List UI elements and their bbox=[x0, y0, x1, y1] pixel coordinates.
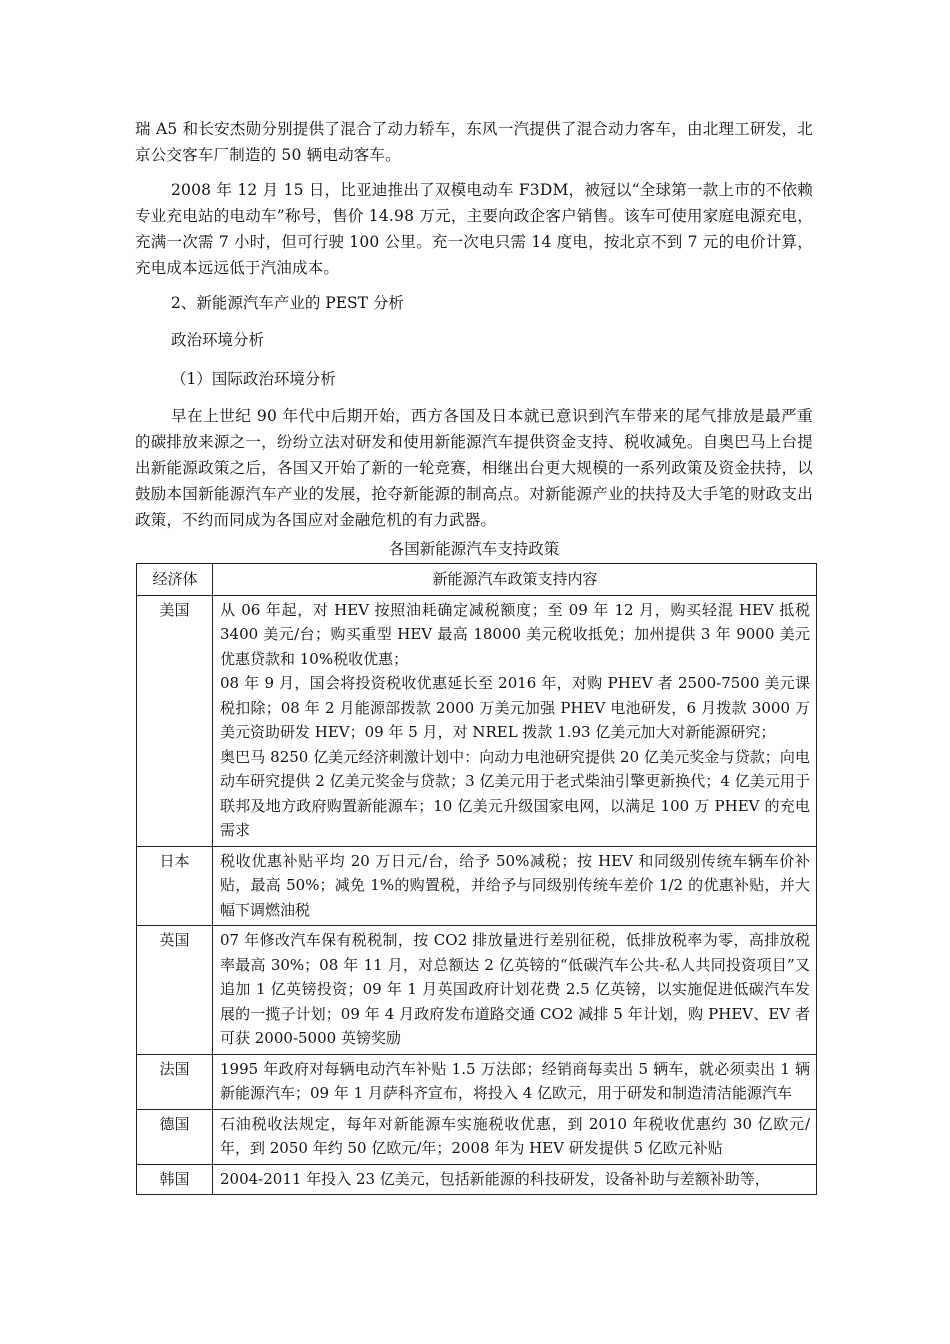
policy-line: 税收优惠补贴平均 20 万日元/台，给予 50%减税；按 HEV 和同级别传统车辆车价补贴，最高 50%；减免 1%的购置税，并给予与同级别传统车差价 1/2 的优惠补贴，并大幅下调燃油税 bbox=[220, 851, 810, 919]
policy-line: 2004-2011 年投入 23 亿美元，包括新能源的科技研发，设备补助与差额补助等， bbox=[220, 1169, 770, 1188]
paragraph-byd-f3dm: 2008 年 12 月 15 日，比亚迪推出了双模电动车 F3DM，被冠以“全球第一款上市的不依赖专业充电站的电动车”称号，售价 14.98 万元，主要向政企客户销售。该车可使用家庭电源充电，充满一次需 7 小时，但可行驶 100 公里。充一次电只需 14 度电，按北京不到 7 元的电价计算，充电成本远远低于汽油成本。 bbox=[135, 181, 813, 277]
country-cell: 美国 bbox=[137, 595, 213, 846]
section-heading-pest: 2、新能源汽车产业的 PEST 分析 bbox=[171, 294, 404, 312]
country-cell: 德国 bbox=[137, 1109, 213, 1164]
policy-cell bbox=[213, 926, 817, 1055]
header-policy-content: 新能源汽车政策支持内容 bbox=[213, 564, 817, 596]
policy-cell bbox=[213, 1054, 817, 1109]
table-header-row bbox=[137, 564, 817, 596]
table-caption: 各国新能源汽车支持政策 bbox=[388, 540, 560, 558]
policy-cell bbox=[213, 1109, 817, 1164]
table-row bbox=[137, 926, 817, 1055]
table-row bbox=[137, 1109, 817, 1164]
table-row bbox=[137, 1054, 817, 1109]
country-cell: 日本 bbox=[137, 846, 213, 926]
country-cell: 韩国 bbox=[137, 1164, 213, 1195]
subheading-international-political: （1）国际政治环境分析 bbox=[171, 370, 336, 388]
table-row bbox=[137, 595, 817, 846]
country-cell: 英国 bbox=[137, 926, 213, 1055]
country-cell: 法国 bbox=[137, 1054, 213, 1109]
policy-table bbox=[136, 563, 817, 1195]
table-row bbox=[137, 1164, 817, 1195]
policy-line: 石油税收法规定，每年对新能源车实施税收优惠，到 2010 年税收优惠约 30 亿欧元/年，到 2050 年约 50 亿欧元/年；2008 年为 HEV 研发提供 5 亿欧元补贴 bbox=[220, 1114, 810, 1157]
policy-cell bbox=[213, 846, 817, 926]
policy-line: 从 06 年起，对 HEV 按照油耗确定减税额度；至 09 年 12 月，购买轻混 HEV 抵税 3400 美元/台；购买重型 HEV 最高 18000 美元税收抵免；加州提供 3 年 9000 美元优惠贷款和 10%税收优惠； bbox=[220, 600, 810, 668]
policy-line: 08 年 9 月，国会将投资税收优惠延长至 2016 年，对购 PHEV 者 2500-7500 美元课税扣除；08 年 2 月能源部拨款 2000 万美元加强 PHEV 电池研发，6 月拨款 3000 万美元资助研发 HEV；09 年 5 月，对 NREL 拨款 1.93 亿美元加大对新能源研究； bbox=[220, 674, 810, 741]
policy-cell bbox=[213, 1164, 817, 1195]
header-economy: 经济体 bbox=[137, 564, 213, 596]
policy-line: 奥巴马 8250 亿美元经济刺激计划中：向动力电池研究提供 20 亿美元奖金与贷款；向电动车研究提供 2 亿美元奖金与贷款；3 亿美元用于老式柴油引擎更新换代；4 亿美元用于联邦及地方政府购置新能源车；10 亿美元升级国家电网，以满足 100 万 PHEV 的充电需求 bbox=[220, 747, 810, 839]
paragraph-international-policy: 早在上世纪 90 年代中后期开始，西方各国及日本就已意识到汽车带来的尾气排放是最严重的碳排放来源之一，纷纷立法对研发和使用新能源汽车提供资金支持、税收减免。自奥巴马上台提出新能源政策之后，各国又开始了新的一轮竞赛，相继出台更大规模的一系列政策及资金扶持，以鼓励本国新能源汽车产业的发展，抢夺新能源的制高点。对新能源产业的扶持及大手笔的财政支出政策，不约而同成为各国应对金融危机的有力武器。 bbox=[135, 407, 813, 529]
policy-cell bbox=[213, 595, 817, 846]
paragraph-hybrid-vehicles: 瑞 A5 和长安杰勋分别提供了混合了动力轿车，东风一汽提供了混合动力客车，由北理工研发，北京公交客车厂制造的 50 辆电动客车。 bbox=[135, 120, 813, 164]
subheading-political-environment: 政治环境分析 bbox=[171, 331, 265, 349]
policy-line: 1995 年政府对每辆电动汽车补贴 1.5 万法郎；经销商每卖出 5 辆车，就必须卖出 1 辆新能源汽车；09 年 1 月萨科齐宣布，将投入 4 亿欧元，用于研发和制造清洁能源汽车 bbox=[220, 1059, 810, 1102]
table-row bbox=[137, 846, 817, 926]
policy-line: 07 年修改汽车保有税税制，按 CO2 排放量进行差别征税，低排放税率为零，高排放税率最高 30%；08 年 11 月，对总额达 2 亿英镑的“低碳汽车公共-私人共同投资项目”又追加 1 亿英镑投资；09 年 1 月英国政府计划花费 2.5 亿英镑，以实施促进低碳汽车发展的一揽子计划；09 年 4 月政府发布道路交通 CO2 减排 5 年计划，购 PHEV、EV 者可获 2000-5000 英镑奖励 bbox=[220, 931, 810, 1047]
